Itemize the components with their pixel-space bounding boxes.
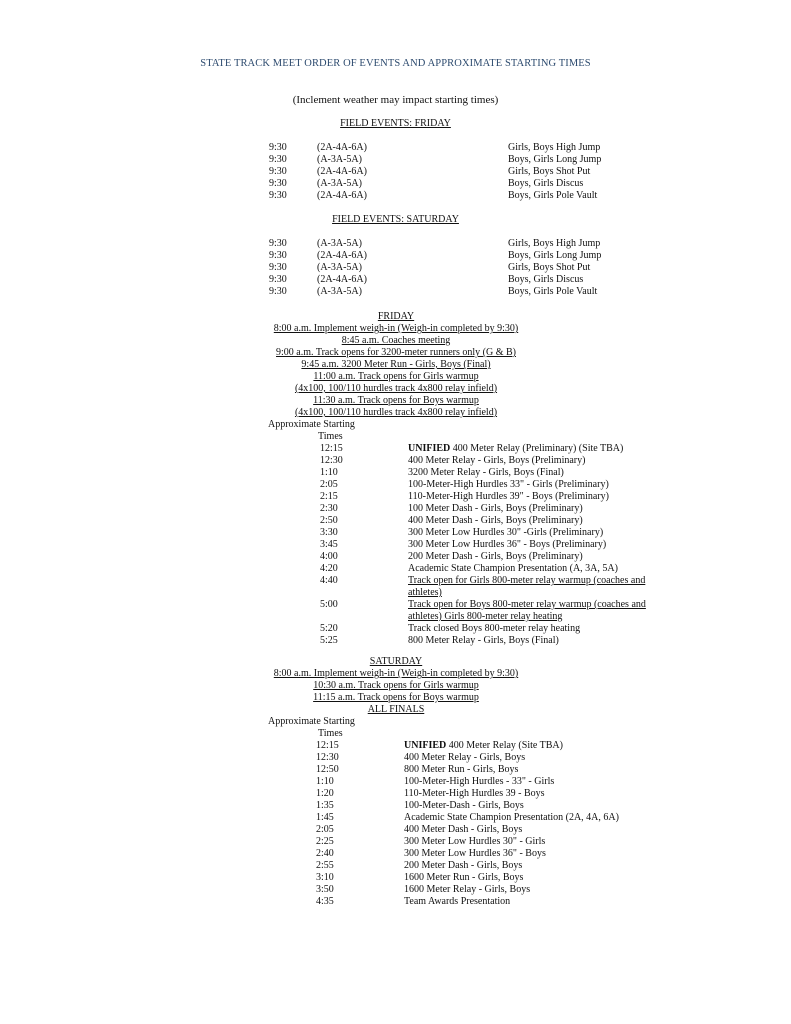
event-text: 300 Meter Low Hurdles 36" - Boys <box>404 848 546 859</box>
event-time: 12:50 <box>316 764 339 775</box>
event-time: 5:20 <box>320 623 338 634</box>
event-time: 12:15 <box>320 443 343 454</box>
event-name: Girls, Boys High Jump <box>508 142 601 153</box>
event-time: 12:30 <box>316 752 339 763</box>
event-description <box>408 551 668 563</box>
event-name: Girls, Boys Shot Put <box>508 166 591 177</box>
schedule-row <box>320 599 668 623</box>
event-time: 4:20 <box>320 563 338 574</box>
saturday-notes <box>268 656 524 716</box>
event-description <box>404 788 664 800</box>
event-time: 9:30 <box>269 286 287 297</box>
event-time: 9:30 <box>269 262 287 273</box>
event-description <box>408 563 668 575</box>
schedule-row <box>320 527 668 539</box>
saturday-schedule <box>316 740 664 908</box>
event-description <box>408 527 668 539</box>
event-description <box>408 599 668 623</box>
schedule-row <box>320 515 668 527</box>
event-classes: (2A-4A-6A) <box>317 190 367 201</box>
field-event-row <box>269 190 629 202</box>
schedule-note-line: 11:15 a.m. Track opens for Boys warmup <box>313 692 479 703</box>
event-text: 100-Meter-Dash - Girls, Boys <box>404 800 524 811</box>
schedule-row <box>320 467 668 479</box>
schedule-row <box>320 635 668 647</box>
event-text: 300 Meter Low Hurdles 36" - Boys (Preliminary) <box>408 539 607 550</box>
schedule-row <box>320 443 668 455</box>
event-classes: (2A-4A-6A) <box>317 274 367 285</box>
schedule-row <box>320 551 668 563</box>
schedule-row <box>320 575 668 599</box>
event-description <box>408 455 668 467</box>
event-text: 110-Meter-High Hurdles 39" - Boys (Preliminary) <box>408 491 609 502</box>
field-event-row <box>269 286 629 298</box>
event-description <box>404 884 664 896</box>
event-text: 100-Meter-High Hurdles - 33" - Girls <box>404 776 555 787</box>
event-time: 2:40 <box>316 848 334 859</box>
schedule-row <box>320 491 668 503</box>
event-time: 12:15 <box>316 740 339 751</box>
schedule-note-line: 10:30 a.m. Track opens for Girls warmup <box>313 680 479 691</box>
schedule-row <box>320 455 668 467</box>
event-classes: (A-3A-5A) <box>317 238 362 249</box>
schedule-note-line: 8:00 a.m. Implement weigh-in (Weigh-in completed by 9:30) <box>273 323 519 334</box>
event-description <box>408 515 668 527</box>
event-classes: (A-3A-5A) <box>317 178 362 189</box>
approx-starting-label: Approximate Starting <box>268 716 355 727</box>
friday-schedule <box>320 443 668 647</box>
schedule-note-line: 9:45 a.m. 3200 Meter Run - Girls, Boys (Final) <box>301 359 491 370</box>
event-text: 400 Meter Relay (Preliminary) (Site TBA) <box>450 443 624 454</box>
event-classes: (2A-4A-6A) <box>317 166 367 177</box>
event-highlight: UNIFIED <box>404 740 447 751</box>
event-text: Team Awards Presentation <box>404 896 511 907</box>
schedule-row <box>320 503 668 515</box>
event-text: 200 Meter Dash - Girls, Boys <box>404 860 523 871</box>
event-description <box>404 836 664 848</box>
schedule-note-line: (4x100, 100/110 hurdles track 4x800 relay infield) <box>294 407 498 418</box>
event-text: 800 Meter Relay - Girls, Boys (Final) <box>408 635 559 646</box>
event-description <box>404 896 664 908</box>
schedule-row <box>316 812 664 824</box>
event-description <box>404 860 664 872</box>
event-description <box>408 635 668 647</box>
approx-starting-label: Approximate Starting <box>268 419 355 430</box>
event-classes: (A-3A-5A) <box>317 286 362 297</box>
event-description <box>408 467 668 479</box>
schedule-row <box>316 776 664 788</box>
event-name: Boys, Girls Discus <box>508 178 584 189</box>
event-classes: (2A-4A-6A) <box>317 142 367 153</box>
field-event-row <box>269 154 629 166</box>
event-text: 100-Meter-High Hurdles 33" - Girls (Preliminary) <box>408 479 609 490</box>
field-event-row <box>269 250 629 262</box>
schedule-row <box>316 848 664 860</box>
schedule-row <box>316 800 664 812</box>
schedule-row <box>316 872 664 884</box>
event-text: Academic State Champion Presentation (2A, 4A, 6A) <box>404 812 619 823</box>
event-text: 3200 Meter Relay - Girls, Boys (Final) <box>408 467 564 478</box>
field-friday-list <box>269 142 629 202</box>
event-description <box>408 503 668 515</box>
schedule-row <box>316 788 664 800</box>
event-time: 2:30 <box>320 503 338 514</box>
event-text: 300 Meter Low Hurdles 30" -Girls (Preliminary) <box>408 527 604 538</box>
times-label: Times <box>318 431 343 442</box>
event-time: 9:30 <box>269 250 287 261</box>
schedule-row <box>320 479 668 491</box>
event-time: 9:30 <box>269 238 287 249</box>
event-text: Track closed Boys 800-meter relay heating <box>408 623 581 634</box>
field-event-row <box>269 238 629 250</box>
field-event-row <box>269 142 629 154</box>
event-time: 1:10 <box>320 467 338 478</box>
event-time: 2:25 <box>316 836 334 847</box>
schedule-note-line: 9:00 a.m. Track opens for 3200-meter runners only (G & B) <box>276 347 516 358</box>
event-time: 4:00 <box>320 551 338 562</box>
event-name: Girls, Boys High Jump <box>508 238 601 249</box>
event-text: 400 Meter Dash - Girls, Boys (Preliminary) <box>408 515 583 526</box>
event-time: 3:45 <box>320 539 338 550</box>
schedule-note-line: (4x100, 100/110 hurdles track 4x800 relay infield) <box>294 383 498 394</box>
event-time: 1:45 <box>316 812 334 823</box>
event-text: 300 Meter Low Hurdles 30" - Girls <box>404 836 546 847</box>
event-time: 5:00 <box>320 599 338 610</box>
schedule-row <box>316 764 664 776</box>
saturday-approx-label <box>268 716 388 740</box>
event-time: 2:05 <box>320 479 338 490</box>
event-classes: (A-3A-5A) <box>317 154 362 165</box>
event-description <box>408 539 668 551</box>
event-highlight: UNIFIED <box>408 443 451 454</box>
event-name: Boys, Girls Pole Vault <box>508 286 598 297</box>
event-time: 2:05 <box>316 824 334 835</box>
event-description <box>408 623 668 635</box>
event-time: 5:25 <box>320 635 338 646</box>
event-name: Boys, Girls Pole Vault <box>508 190 598 201</box>
event-time: 3:10 <box>316 872 334 883</box>
friday-heading: FRIDAY <box>377 311 415 322</box>
schedule-note-line: ALL FINALS <box>367 704 425 715</box>
event-time: 3:50 <box>316 884 334 895</box>
event-name: Boys, Girls Long Jump <box>508 154 602 165</box>
schedule-row <box>316 752 664 764</box>
event-time: 4:40 <box>320 575 338 586</box>
friday-approx-label <box>268 419 388 443</box>
schedule-row <box>316 836 664 848</box>
event-description <box>404 752 664 764</box>
weather-note: (Inclement weather may impact starting times) <box>292 94 499 106</box>
event-time: 2:50 <box>320 515 338 526</box>
field-saturday-list <box>269 238 629 298</box>
event-time: 2:15 <box>320 491 338 502</box>
event-description <box>404 812 664 824</box>
event-description <box>404 800 664 812</box>
event-text: 1600 Meter Run - Girls, Boys <box>404 872 524 883</box>
event-time: 9:30 <box>269 154 287 165</box>
event-time: 1:20 <box>316 788 334 799</box>
event-classes: (A-3A-5A) <box>317 262 362 273</box>
event-time: 9:30 <box>269 142 287 153</box>
event-description <box>408 491 668 503</box>
schedule-note-line: 11:00 a.m. Track opens for Girls warmup <box>313 371 479 382</box>
event-name: Boys, Girls Long Jump <box>508 250 602 261</box>
schedule-note-line: 8:45 a.m. Coaches meeting <box>341 335 451 346</box>
field-event-row <box>269 166 629 178</box>
schedule-row <box>316 896 664 908</box>
event-description <box>404 740 664 752</box>
event-name: Girls, Boys Shot Put <box>508 262 591 273</box>
event-description <box>404 872 664 884</box>
event-description <box>404 764 664 776</box>
schedule-row <box>320 563 668 575</box>
event-text: 400 Meter Relay - Girls, Boys <box>404 752 526 763</box>
field-saturday-heading: FIELD EVENTS: SATURDAY <box>332 214 459 225</box>
event-text: 110-Meter-High Hurdles 39 - Boys <box>404 788 545 799</box>
event-time: 4:35 <box>316 896 334 907</box>
event-description <box>404 848 664 860</box>
event-time: 2:55 <box>316 860 334 871</box>
friday-notes <box>268 311 524 419</box>
page-title: STATE TRACK MEET ORDER OF EVENTS AND APPROXIMATE STARTING TIMES <box>200 58 591 69</box>
schedule-note-line: 11:30 a.m. Track opens for Boys warmup <box>313 395 479 406</box>
event-name: Boys, Girls Discus <box>508 274 584 285</box>
event-time: 12:30 <box>320 455 343 466</box>
event-time: 3:30 <box>320 527 338 538</box>
event-text: 200 Meter Dash - Girls, Boys (Preliminary) <box>408 551 583 562</box>
event-text: 100 Meter Dash - Girls, Boys (Preliminary) <box>408 503 583 514</box>
event-time: 9:30 <box>269 166 287 177</box>
event-classes: (2A-4A-6A) <box>317 250 367 261</box>
schedule-note-line: 8:00 a.m. Implement weigh-in (Weigh-in completed by 9:30) <box>273 668 519 679</box>
schedule-row <box>316 884 664 896</box>
saturday-heading: SATURDAY <box>369 656 423 667</box>
event-time: 9:30 <box>269 274 287 285</box>
event-text: Track open for Girls 800-meter relay warmup (coaches and athletes) <box>408 575 646 598</box>
event-description <box>408 575 668 599</box>
event-time: 9:30 <box>269 190 287 201</box>
times-label: Times <box>318 728 343 739</box>
event-text: 400 Meter Relay - Girls, Boys (Preliminary) <box>408 455 586 466</box>
event-text: Academic State Champion Presentation (A, 3A, 5A) <box>408 563 618 574</box>
event-time: 9:30 <box>269 178 287 189</box>
event-description <box>404 776 664 788</box>
event-text: Track open for Boys 800-meter relay warmup (coaches and athletes) Girls 800-meter relay heating <box>408 599 646 622</box>
event-description <box>408 443 668 455</box>
schedule-row <box>316 860 664 872</box>
field-friday-heading: FIELD EVENTS: FRIDAY <box>340 118 451 129</box>
schedule-row <box>316 740 664 752</box>
event-time: 1:35 <box>316 800 334 811</box>
field-event-row <box>269 178 629 190</box>
event-description <box>404 824 664 836</box>
schedule-row <box>316 824 664 836</box>
schedule-row <box>320 623 668 635</box>
field-event-row <box>269 274 629 286</box>
event-text: 400 Meter Relay (Site TBA) <box>446 740 563 751</box>
event-time: 1:10 <box>316 776 334 787</box>
event-description <box>408 479 668 491</box>
event-text: 1600 Meter Relay - Girls, Boys <box>404 884 531 895</box>
event-text: 800 Meter Run - Girls, Boys <box>404 764 519 775</box>
event-text: 400 Meter Dash - Girls, Boys <box>404 824 523 835</box>
schedule-row <box>320 539 668 551</box>
field-event-row <box>269 262 629 274</box>
